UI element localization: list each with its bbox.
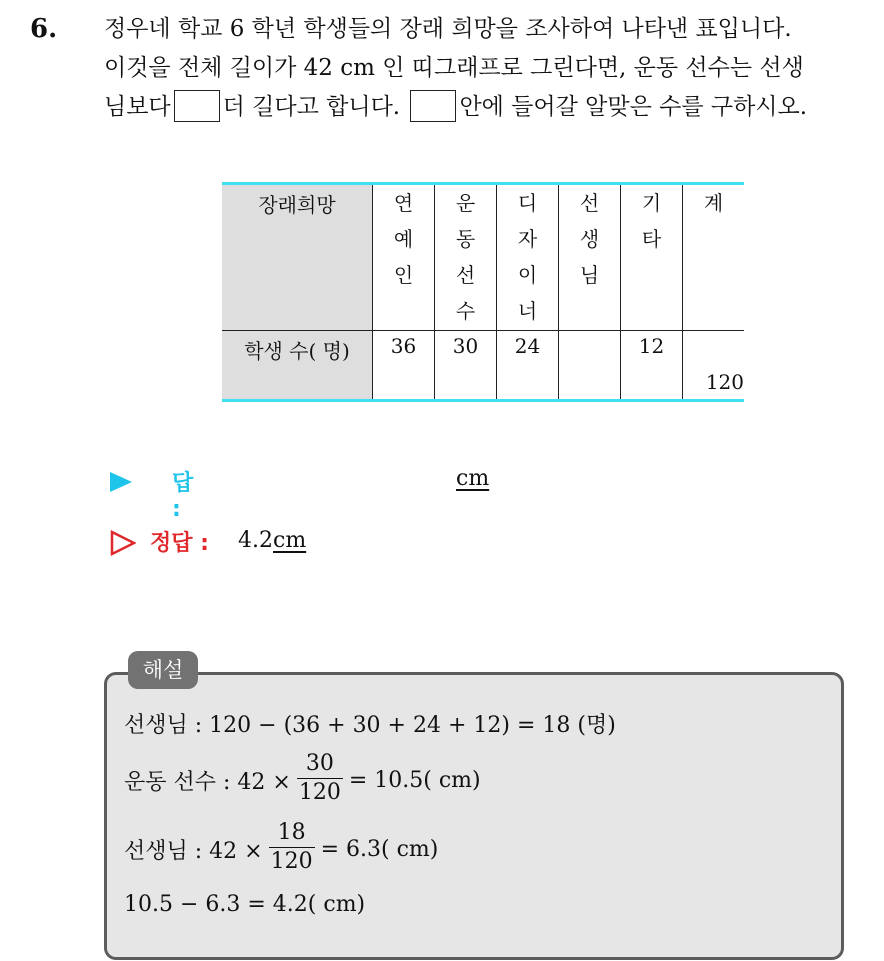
cell-designer xyxy=(497,331,559,401)
cell-value: 12 xyxy=(638,334,665,358)
column-char: 기 xyxy=(641,191,662,215)
cell-athlete xyxy=(435,331,497,401)
answer-blank-box xyxy=(174,90,220,122)
fraction-numerator: 18 xyxy=(277,820,306,845)
cell-teacher xyxy=(559,331,621,401)
column-char: 동 xyxy=(455,227,476,251)
question-line-2: 이것을 전체 길이가 42 cm 인 띠그래프로 그린다면, 운동 선수는 선생 xyxy=(104,55,804,81)
explanation-line-2-prefix: 운동 선수 : 42 × xyxy=(124,770,291,795)
fraction-athlete xyxy=(297,750,343,807)
explanation-line-2-suffix: = 10.5( cm) xyxy=(348,768,481,793)
row-header-dream: 장래희망 xyxy=(222,184,373,331)
play-arrow-icon xyxy=(110,472,132,492)
cell-value: 120 xyxy=(705,370,744,394)
question-line-3-start: 님보다 xyxy=(104,94,171,120)
explanation-line-3 xyxy=(124,821,438,878)
correct-answer-value xyxy=(238,528,306,553)
column-char: 디 xyxy=(517,191,538,215)
correct-answer-unit: cm xyxy=(273,528,307,553)
table-data-row xyxy=(222,331,744,401)
explanation-tag: 해설 xyxy=(128,651,198,689)
column-char: 님 xyxy=(579,263,600,287)
cell-value: 30 xyxy=(452,334,479,358)
column-char: 선 xyxy=(455,263,476,287)
column-header-other xyxy=(621,184,683,331)
fraction-numerator: 30 xyxy=(305,751,334,776)
question-line-3-end: 안에 들어갈 알맞은 수를 구하시오. xyxy=(459,94,808,120)
row-header-student-count: 학생 수( 명) xyxy=(222,331,373,401)
column-header-athlete xyxy=(435,184,497,331)
question-text xyxy=(104,10,874,127)
cell-value: 36 xyxy=(390,334,417,358)
column-char: 생 xyxy=(579,227,600,251)
fraction-denominator: 120 xyxy=(298,780,341,805)
question-number: 6. xyxy=(30,14,58,44)
explanation-line-3-suffix: = 6.3( cm) xyxy=(320,837,439,862)
column-header-entertainer xyxy=(373,184,435,331)
answer-blank-box xyxy=(410,90,456,122)
cell-total xyxy=(683,331,745,401)
cell-entertainer xyxy=(373,331,435,401)
fraction-teacher xyxy=(269,819,315,876)
explanation-line-2 xyxy=(124,752,481,809)
column-header-designer xyxy=(497,184,559,331)
column-header-total xyxy=(683,184,745,331)
answer-label: 답 : xyxy=(172,471,194,522)
fraction-denominator: 120 xyxy=(270,849,313,874)
column-char: 자 xyxy=(517,227,538,251)
question-line-3 xyxy=(104,88,874,127)
cell-value: 24 xyxy=(514,334,541,358)
cell-other xyxy=(621,331,683,401)
correct-answer-number: 4.2 xyxy=(238,528,273,553)
outline-arrow-icon xyxy=(110,530,136,556)
column-char: 예 xyxy=(393,227,414,251)
table-header-row xyxy=(222,184,744,331)
question-line-3-middle: 더 길다고 합니다. xyxy=(222,94,401,120)
answer-unit: cm xyxy=(456,466,490,491)
column-char: 수 xyxy=(455,299,476,323)
column-char: 타 xyxy=(641,227,662,251)
column-char: 운 xyxy=(455,191,476,215)
column-char: 너 xyxy=(517,299,538,323)
column-header-teacher xyxy=(559,184,621,331)
column-char: 이 xyxy=(517,263,538,287)
column-char: 선 xyxy=(579,191,600,215)
explanation-line-1: 선생님 : 120 − (36 + 30 + 24 + 12) = 18 (명) xyxy=(124,713,616,738)
column-char: 연 xyxy=(393,191,414,215)
column-char: 계 xyxy=(703,191,724,215)
explanation-line-4: 10.5 − 6.3 = 4.2( cm) xyxy=(124,892,366,917)
survey-table xyxy=(222,182,744,402)
column-char: 인 xyxy=(393,263,414,287)
correct-answer-label: 정답 : xyxy=(150,531,209,556)
explanation-line-3-prefix: 선생님 : 42 × xyxy=(124,839,263,864)
question-line-1: 정우네 학교 6 학년 학생들의 장래 희망을 조사하여 나타낸 표입니다. xyxy=(104,16,792,42)
